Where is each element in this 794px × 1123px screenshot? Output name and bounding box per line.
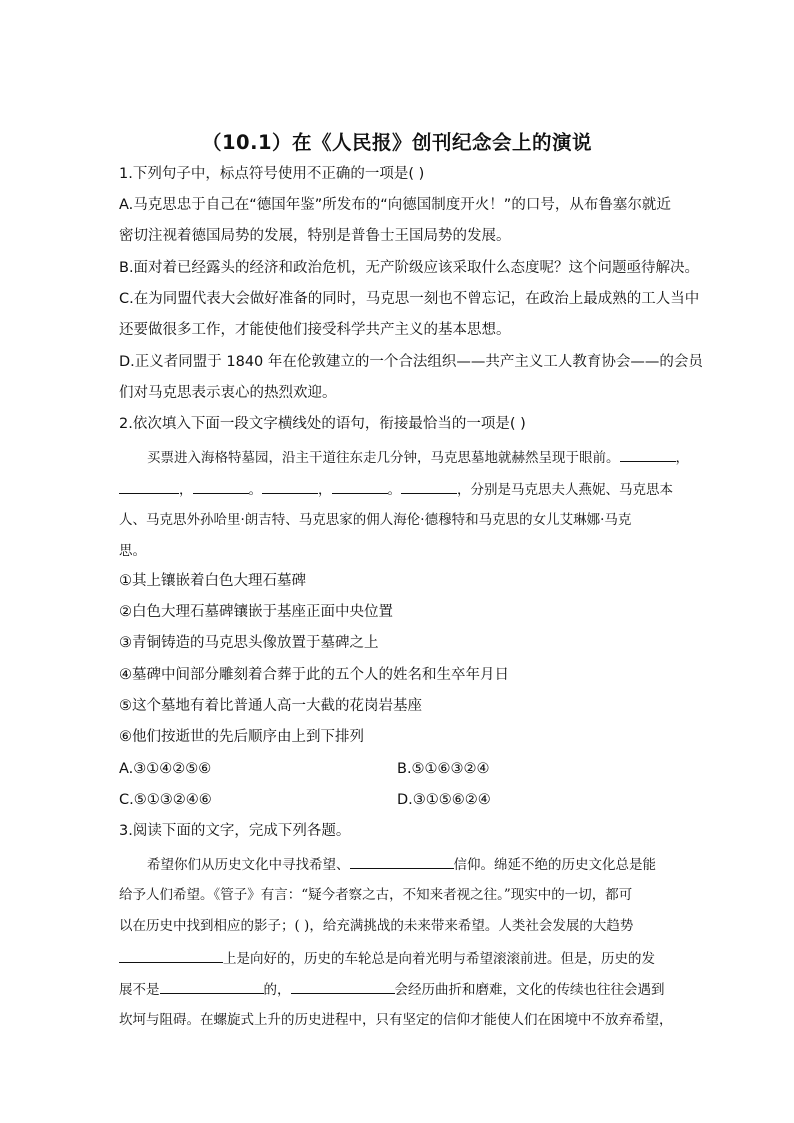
question-2-option-b: B.⑤①⑥③②④	[397, 761, 490, 777]
question-3-stem: 3.阅读下面的文字，完成下列各题。	[119, 823, 351, 839]
question-1-option-d-line2: 们对马克思表示衷心的热烈欢迎。	[119, 385, 337, 401]
question-1-option-a-line2: 密切注视着德国局势的发展，特别是普鲁士王国局势的发展。	[119, 228, 511, 244]
fill-blank	[262, 479, 318, 494]
fill-blank	[193, 479, 249, 494]
question-1-stem: 1.下列句子中，标点符号使用不正确的一项是( )	[119, 166, 425, 182]
question-2-passage-line3: 人、马克思外孙哈里·朗吉特、马克思家的佣人海伦·德穆特和马克思的女儿艾琳娜·马克	[119, 512, 632, 528]
fill-blank	[401, 479, 457, 494]
question-3-passage-line2: 给予人们希望。《管子》有言：“疑今者察之古，不知来者视之往。”现实中的一切，都可	[119, 887, 633, 903]
fill-blank	[332, 479, 388, 494]
passage-text: 展不是	[119, 982, 160, 998]
question-3-passage-line5	[119, 979, 665, 1000]
question-1-option-d-line1: D.正义者同盟于 1840 年在伦敦建立的一个合法组织——共产主义工人教育协会——的会员	[119, 354, 703, 370]
passage-text: 会经历曲折和磨难，文化的传续也往往会遇到	[394, 982, 665, 998]
question-2-option-c: C.⑤①③②④⑥	[119, 792, 212, 808]
question-2-stem: 2.依次填入下面一段文字横线处的语句，衔接最恰当的一项是( )	[119, 416, 526, 432]
fill-blank	[119, 479, 179, 494]
question-2-passage-line4: 思。	[119, 543, 146, 559]
question-2-passage-line2: ， 。 ， 。 ，分别是马克思夫人燕妮、马克思本	[119, 479, 673, 500]
question-2-item: ①其上镶嵌着白色大理石墓碑	[119, 573, 306, 589]
fill-blank	[291, 979, 395, 994]
question-3-passage-line4	[119, 948, 655, 969]
question-1-option-a-line1: A.马克思忠于自己在“德国年鉴”所发布的“向德国制度开火！”的口号，从布鲁塞尔就近	[119, 197, 671, 213]
fill-blank	[119, 948, 223, 963]
page-title: （10.1）在《人民报》创刊纪念会上的演说	[201, 131, 593, 154]
question-2-item: ⑤这个墓地有着比普通人高一大截的花岗岩基座	[119, 698, 422, 714]
question-1-option-c-line1: C.在为同盟代表大会做好准备的同时，马克思一刻也不曾忘记，在政治上最成熟的工人当中	[119, 291, 700, 307]
fill-blank	[160, 979, 264, 994]
question-2-option-d: D.③①⑤⑥②④	[397, 792, 491, 808]
question-2-item: ④墓碑中间部分雕刻着合葬于此的五个人的姓名和生卒年月日	[119, 667, 509, 683]
question-3-passage-line6: 坎坷与阻碍。在螺旋式上升的历史进程中，只有坚定的信仰才能使人们在困境中不放弃希望，	[119, 1012, 673, 1028]
question-2-item: ⑥他们按逝世的先后顺序由上到下排列	[119, 729, 364, 745]
question-3-passage-line3: 以在历史中找到相应的影子；( )，给充满挑战的未来带来希望。人类社会发展的大趋势	[119, 918, 634, 934]
passage-text: 买票进入海格特墓园，沿主干道往东走几分钟，马克思墓地就赫然呈现于眼前。	[147, 450, 620, 466]
question-1-option-b: B.面对着已经露头的经济和政治危机，无产阶级应该采取什么态度呢？这个问题亟待解决。	[119, 260, 700, 276]
passage-text: 上是向好的，历史的车轮总是向着光明与希望滚滚前进。但是，历史的发	[223, 951, 655, 967]
passage-text: 希望你们从历史文化中寻找希望、	[147, 857, 350, 873]
question-2-option-a: A.③①④②⑤⑥	[119, 761, 212, 777]
passage-text: 信仰。绵延不绝的历史文化总是能	[453, 857, 656, 873]
question-2-passage-line1: 买票进入海格特墓园，沿主干道往东走几分钟，马克思墓地就赫然呈现于眼前。 ，	[147, 447, 689, 468]
question-2-item: ③青铜铸造的马克思头像放置于墓碑之上	[119, 635, 379, 651]
fill-blank	[350, 854, 454, 869]
fill-blank	[620, 447, 676, 462]
question-1-option-c-line2: 还要做很多工作，才能使他们接受科学共产主义的基本思想。	[119, 322, 511, 338]
question-2-item: ②白色大理石墓碑镶嵌于基座正面中央位置	[119, 604, 393, 620]
question-3-passage-line1	[147, 854, 656, 875]
passage-text: ，分别是马克思夫人燕妮、马克思本	[457, 482, 673, 498]
passage-text: 的，	[263, 982, 291, 998]
